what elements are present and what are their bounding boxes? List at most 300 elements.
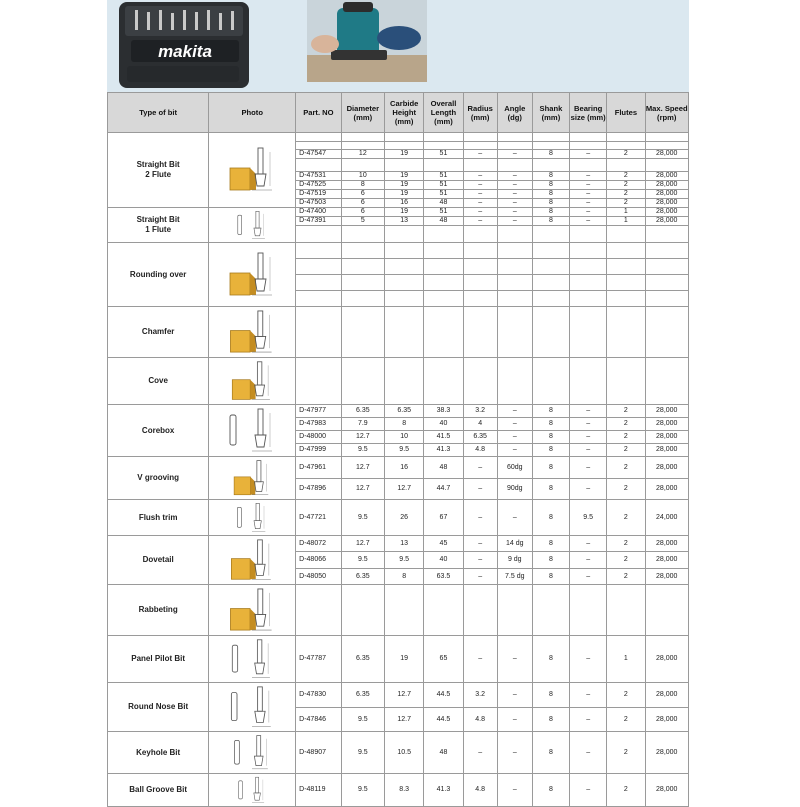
radius-cell <box>463 142 497 150</box>
bearing-size-cell <box>570 133 607 142</box>
angle-cell <box>497 159 532 172</box>
overall-length-cell <box>424 226 463 243</box>
radius-cell: 4 <box>463 418 497 431</box>
keyhole-bit-icon <box>222 734 282 772</box>
angle-cell <box>497 307 532 358</box>
flutes-cell: 2 <box>607 431 645 444</box>
flutes-cell <box>607 585 645 636</box>
overall-length-cell: 44.5 <box>424 683 463 708</box>
max-speed-cell <box>645 291 689 307</box>
max-speed-cell: 28,000 <box>645 150 689 159</box>
bit-photo <box>209 636 296 683</box>
angle-cell: – <box>497 208 532 217</box>
part-no-cell <box>296 133 341 142</box>
bit-photo <box>209 307 296 358</box>
part-no-cell <box>296 585 341 636</box>
angle-cell: 7.5 dg <box>497 569 532 585</box>
part-no-cell: D-47503 <box>296 199 341 208</box>
router-in-use-photo <box>307 0 427 82</box>
part-no-cell: D-47846 <box>296 708 341 732</box>
flutes-cell: 2 <box>607 181 645 190</box>
diameter-cell: 9.5 <box>341 444 384 457</box>
shank-cell <box>532 291 569 307</box>
diameter-cell: 12 <box>341 150 384 159</box>
bearing-size-cell: – <box>570 479 607 500</box>
shank-cell: 8 <box>532 208 569 217</box>
overall-length-cell: 45 <box>424 536 463 552</box>
radius-cell <box>463 307 497 358</box>
flutes-cell <box>607 358 645 405</box>
bearing-size-cell <box>570 226 607 243</box>
angle-cell <box>497 291 532 307</box>
overall-length-cell: 38.3 <box>424 405 463 418</box>
diameter-cell: 5 <box>341 217 384 226</box>
part-no-cell <box>296 291 341 307</box>
part-no-cell: D-48050 <box>296 569 341 585</box>
angle-cell <box>497 142 532 150</box>
flutes-cell: 1 <box>607 208 645 217</box>
diameter-cell: 6 <box>341 190 384 199</box>
angle-cell <box>497 259 532 275</box>
diameter-cell: 9.5 <box>341 732 384 774</box>
bearing-size-cell: – <box>570 569 607 585</box>
carbide-height-cell: 10.5 <box>385 732 424 774</box>
max-speed-cell: 28,000 <box>645 536 689 552</box>
bearing-size-cell: – <box>570 418 607 431</box>
flutes-cell <box>607 259 645 275</box>
shank-cell: 8 <box>532 181 569 190</box>
max-speed-cell <box>645 142 689 150</box>
radius-cell: – <box>463 217 497 226</box>
carbide-height-cell: 9.5 <box>385 444 424 457</box>
angle-cell: 60dg <box>497 457 532 479</box>
max-speed-cell: 28,000 <box>645 636 689 683</box>
part-no-cell: D-47721 <box>296 500 341 536</box>
bearing-size-cell: – <box>570 774 607 807</box>
diameter-cell: 9.5 <box>341 708 384 732</box>
carbide-height-cell <box>385 291 424 307</box>
overall-length-cell <box>424 259 463 275</box>
max-speed-cell: 28,000 <box>645 172 689 181</box>
diameter-cell: 6 <box>341 208 384 217</box>
shank-cell: 8 <box>532 536 569 552</box>
part-no-cell: D-47531 <box>296 172 341 181</box>
radius-cell <box>463 243 497 259</box>
max-speed-cell <box>645 159 689 172</box>
radius-cell <box>463 259 497 275</box>
carbide-height-cell: 19 <box>385 208 424 217</box>
bit-photo <box>209 683 296 732</box>
flutes-cell <box>607 291 645 307</box>
overall-length-cell: 51 <box>424 172 463 181</box>
flutes-cell <box>607 275 645 291</box>
diameter-cell: 12.7 <box>341 536 384 552</box>
flutes-cell: 2 <box>607 536 645 552</box>
overall-length-cell: 44.5 <box>424 708 463 732</box>
bit-type-label: Chamfer <box>108 307 209 358</box>
shank-cell <box>532 159 569 172</box>
radius-cell: – <box>463 552 497 569</box>
bearing-size-cell <box>570 307 607 358</box>
flutes-cell: 2 <box>607 405 645 418</box>
radius-cell: – <box>463 150 497 159</box>
flutes-cell <box>607 226 645 243</box>
carbide-height-cell <box>385 585 424 636</box>
overall-length-header: Overall Length (mm) <box>424 93 463 133</box>
part-no-cell <box>296 307 341 358</box>
overall-length-cell <box>424 133 463 142</box>
shank-cell: 8 <box>532 217 569 226</box>
flutes-cell <box>607 159 645 172</box>
header-banner <box>107 0 689 92</box>
table-row <box>108 457 689 479</box>
diameter-cell <box>341 585 384 636</box>
carbide-height-cell: 12.7 <box>385 683 424 708</box>
angle-cell: – <box>497 199 532 208</box>
part-no-cell <box>296 226 341 243</box>
makita-router-bit-case-photo <box>107 0 257 92</box>
max-speed-cell: 28,000 <box>645 405 689 418</box>
part-no-cell: D-48119 <box>296 774 341 807</box>
bit-photo <box>209 243 296 307</box>
carbide-height-cell: 6.35 <box>385 405 424 418</box>
max-speed-cell <box>645 133 689 142</box>
bit-type-label: Dovetail <box>108 536 209 585</box>
panel-pilot-bit-icon <box>222 638 282 681</box>
bearing-size-cell: – <box>570 708 607 732</box>
radius-cell: 6.35 <box>463 431 497 444</box>
bit-photo <box>209 208 296 243</box>
diameter-cell <box>341 142 384 150</box>
shank-cell: 8 <box>532 150 569 159</box>
table-row <box>108 774 689 807</box>
diameter-cell <box>341 358 384 405</box>
shank-cell: 8 <box>532 636 569 683</box>
bit-type-label: Panel Pilot Bit <box>108 636 209 683</box>
flutes-cell: 2 <box>607 444 645 457</box>
overall-length-cell: 48 <box>424 457 463 479</box>
bearing-size-cell <box>570 358 607 405</box>
shank-cell: 8 <box>532 444 569 457</box>
max-speed-cell: 28,000 <box>645 418 689 431</box>
shank-cell: 8 <box>532 774 569 807</box>
table-header-row <box>108 93 689 133</box>
overall-length-cell <box>424 142 463 150</box>
corebox-bit-icon <box>222 407 282 455</box>
angle-cell: – <box>497 732 532 774</box>
bearing-size-cell <box>570 291 607 307</box>
radius-cell <box>463 133 497 142</box>
shank-cell: 8 <box>532 552 569 569</box>
carbide-height-cell: 8 <box>385 418 424 431</box>
diameter-cell: 8 <box>341 181 384 190</box>
radius-cell <box>463 585 497 636</box>
diameter-header: Diameter (mm) <box>341 93 384 133</box>
bearing-size-cell: 9.5 <box>570 500 607 536</box>
round-nose-bit-icon <box>222 685 282 730</box>
overall-length-cell <box>424 307 463 358</box>
carbide-height-cell: 8.3 <box>385 774 424 807</box>
bit-type-label: Ball Groove Bit <box>108 774 209 807</box>
ball-groove-bit-icon <box>222 776 282 805</box>
flutes-cell: 2 <box>607 457 645 479</box>
bearing-size-cell: – <box>570 683 607 708</box>
part-no-cell: D-47400 <box>296 208 341 217</box>
radius-cell: – <box>463 457 497 479</box>
radius-cell: – <box>463 199 497 208</box>
radius-cell: – <box>463 732 497 774</box>
shank-cell: 8 <box>532 199 569 208</box>
part-no-cell: D-47525 <box>296 181 341 190</box>
router-bit-spec-table <box>107 92 689 807</box>
angle-cell: – <box>497 150 532 159</box>
part-no-cell <box>296 243 341 259</box>
shank-cell: 8 <box>532 457 569 479</box>
max-speed-cell: 28,000 <box>645 208 689 217</box>
diameter-cell <box>341 159 384 172</box>
carbide-height-cell: 12.7 <box>385 708 424 732</box>
bearing-size-cell: – <box>570 199 607 208</box>
shank-cell: 8 <box>532 479 569 500</box>
angle-cell: – <box>497 172 532 181</box>
table-row <box>108 500 689 536</box>
angle-cell <box>497 243 532 259</box>
radius-cell <box>463 291 497 307</box>
max-speed-cell <box>645 275 689 291</box>
overall-length-cell <box>424 358 463 405</box>
angle-cell: 14 dg <box>497 536 532 552</box>
radius-cell <box>463 358 497 405</box>
carbide-height-cell: 16 <box>385 457 424 479</box>
flutes-cell: 2 <box>607 552 645 569</box>
bit-photo <box>209 500 296 536</box>
flutes-cell: 2 <box>607 190 645 199</box>
max-speed-cell: 28,000 <box>645 190 689 199</box>
carbide-height-header: Carbide Height (mm) <box>385 93 424 133</box>
diameter-cell: 6.35 <box>341 636 384 683</box>
shank-header: Shank (mm) <box>532 93 569 133</box>
flutes-cell: 2 <box>607 708 645 732</box>
diameter-cell: 12.7 <box>341 431 384 444</box>
shank-cell: 8 <box>532 418 569 431</box>
part-no-cell: D-47961 <box>296 457 341 479</box>
max-speed-cell: 28,000 <box>645 444 689 457</box>
overall-length-cell: 41.3 <box>424 444 463 457</box>
overall-length-cell: 67 <box>424 500 463 536</box>
shank-cell: 8 <box>532 500 569 536</box>
overall-length-cell: 48 <box>424 199 463 208</box>
max-speed-cell: 28,000 <box>645 552 689 569</box>
overall-length-cell <box>424 243 463 259</box>
radius-cell: 4.8 <box>463 774 497 807</box>
overall-length-cell: 48 <box>424 217 463 226</box>
overall-length-cell <box>424 275 463 291</box>
bit-type-label: V grooving <box>108 457 209 500</box>
radius-cell: – <box>463 181 497 190</box>
angle-cell: – <box>497 708 532 732</box>
carbide-height-cell: 19 <box>385 172 424 181</box>
overall-length-cell: 51 <box>424 181 463 190</box>
part-no-cell: D-47787 <box>296 636 341 683</box>
shank-cell <box>532 358 569 405</box>
radius-cell: – <box>463 190 497 199</box>
makita-logo: makita <box>158 42 212 61</box>
radius-cell: – <box>463 208 497 217</box>
radius-cell: 4.8 <box>463 708 497 732</box>
table-row <box>108 683 689 708</box>
shank-cell: 8 <box>532 172 569 181</box>
carbide-height-cell: 19 <box>385 190 424 199</box>
shank-cell <box>532 142 569 150</box>
carbide-height-cell <box>385 307 424 358</box>
part-no-cell: D-47999 <box>296 444 341 457</box>
max-speed-cell: 28,000 <box>645 181 689 190</box>
bit-type-label: Cove <box>108 358 209 405</box>
bearing-size-cell <box>570 585 607 636</box>
flutes-cell: 2 <box>607 150 645 159</box>
angle-cell <box>497 585 532 636</box>
overall-length-cell: 48 <box>424 732 463 774</box>
part-no-header: Part. NO <box>296 93 341 133</box>
shank-cell <box>532 275 569 291</box>
angle-cell: 9 dg <box>497 552 532 569</box>
max-speed-cell <box>645 307 689 358</box>
part-no-cell: D-47896 <box>296 479 341 500</box>
angle-cell: – <box>497 774 532 807</box>
angle-cell <box>497 358 532 405</box>
angle-cell: – <box>497 405 532 418</box>
flutes-cell: 2 <box>607 418 645 431</box>
table-row <box>108 405 689 418</box>
rounding-over-bit-icon <box>222 251 282 299</box>
radius-header: Radius (mm) <box>463 93 497 133</box>
bearing-size-cell <box>570 259 607 275</box>
carbide-height-cell <box>385 142 424 150</box>
bit-type-label: Corebox <box>108 405 209 457</box>
shank-cell <box>532 585 569 636</box>
diameter-cell: 12.7 <box>341 457 384 479</box>
max-speed-cell <box>645 243 689 259</box>
overall-length-cell: 51 <box>424 190 463 199</box>
bearing-size-cell <box>570 142 607 150</box>
carbide-height-cell: 9.5 <box>385 552 424 569</box>
table-row <box>108 358 689 405</box>
table-row <box>108 133 689 142</box>
radius-cell: – <box>463 569 497 585</box>
bearing-size-cell: – <box>570 457 607 479</box>
overall-length-cell: 40 <box>424 418 463 431</box>
max-speed-cell: 28,000 <box>645 708 689 732</box>
bearing-size-cell <box>570 243 607 259</box>
carbide-height-cell <box>385 243 424 259</box>
bit-type-label: Round Nose Bit <box>108 683 209 732</box>
part-no-cell <box>296 159 341 172</box>
angle-cell <box>497 226 532 243</box>
overall-length-cell <box>424 585 463 636</box>
angle-cell: – <box>497 683 532 708</box>
bit-photo <box>209 536 296 585</box>
bit-photo <box>209 774 296 807</box>
table-row <box>108 732 689 774</box>
max-speed-cell: 28,000 <box>645 217 689 226</box>
part-no-cell: D-47977 <box>296 405 341 418</box>
part-no-cell: D-48072 <box>296 536 341 552</box>
max-speed-cell <box>645 585 689 636</box>
diameter-cell: 6.35 <box>341 683 384 708</box>
straight-bit-2-flute-icon <box>222 146 282 194</box>
radius-cell: – <box>463 172 497 181</box>
carbide-height-cell <box>385 226 424 243</box>
flutes-cell: 1 <box>607 636 645 683</box>
angle-cell: – <box>497 217 532 226</box>
bit-photo <box>209 358 296 405</box>
carbide-height-cell <box>385 275 424 291</box>
diameter-cell: 9.5 <box>341 774 384 807</box>
part-no-cell <box>296 275 341 291</box>
flutes-cell <box>607 243 645 259</box>
rabbeting-bit-icon <box>222 587 282 634</box>
angle-cell <box>497 133 532 142</box>
angle-cell: 90dg <box>497 479 532 500</box>
flutes-cell: 2 <box>607 683 645 708</box>
flutes-cell <box>607 307 645 358</box>
flutes-cell: 2 <box>607 199 645 208</box>
max-speed-cell <box>645 226 689 243</box>
shank-cell: 8 <box>532 569 569 585</box>
part-no-cell: D-47983 <box>296 418 341 431</box>
photo-header: Photo <box>209 93 296 133</box>
radius-cell: 3.2 <box>463 683 497 708</box>
radius-cell <box>463 159 497 172</box>
carbide-height-cell: 19 <box>385 181 424 190</box>
carbide-height-cell: 19 <box>385 636 424 683</box>
bearing-size-cell: – <box>570 217 607 226</box>
radius-cell: – <box>463 479 497 500</box>
flutes-cell <box>607 133 645 142</box>
bearing-size-cell: – <box>570 444 607 457</box>
bit-type-label: Straight Bit 1 Flute <box>108 208 209 243</box>
straight-bit-1-flute-icon <box>222 210 282 241</box>
max-speed-cell <box>645 259 689 275</box>
overall-length-cell: 51 <box>424 150 463 159</box>
diameter-cell: 6.35 <box>341 405 384 418</box>
overall-length-cell: 41.3 <box>424 774 463 807</box>
diameter-cell: 12.7 <box>341 479 384 500</box>
diameter-cell: 6.35 <box>341 569 384 585</box>
flutes-cell <box>607 142 645 150</box>
shank-cell: 8 <box>532 405 569 418</box>
table-row <box>108 208 689 217</box>
type-of-bit-header: Type of bit <box>108 93 209 133</box>
bearing-size-cell: – <box>570 431 607 444</box>
table-row <box>108 536 689 552</box>
bearing-size-cell: – <box>570 536 607 552</box>
max-speed-cell: 28,000 <box>645 479 689 500</box>
radius-cell: 4.8 <box>463 444 497 457</box>
table-row <box>108 307 689 358</box>
bearing-size-cell: – <box>570 636 607 683</box>
bit-type-label: Rabbeting <box>108 585 209 636</box>
bearing-size-cell: – <box>570 190 607 199</box>
overall-length-cell: 41.5 <box>424 431 463 444</box>
carbide-height-cell: 10 <box>385 431 424 444</box>
carbide-height-cell: 12.7 <box>385 479 424 500</box>
bearing-size-cell: – <box>570 181 607 190</box>
shank-cell: 8 <box>532 732 569 774</box>
radius-cell: – <box>463 500 497 536</box>
angle-cell: – <box>497 500 532 536</box>
bit-photo <box>209 732 296 774</box>
